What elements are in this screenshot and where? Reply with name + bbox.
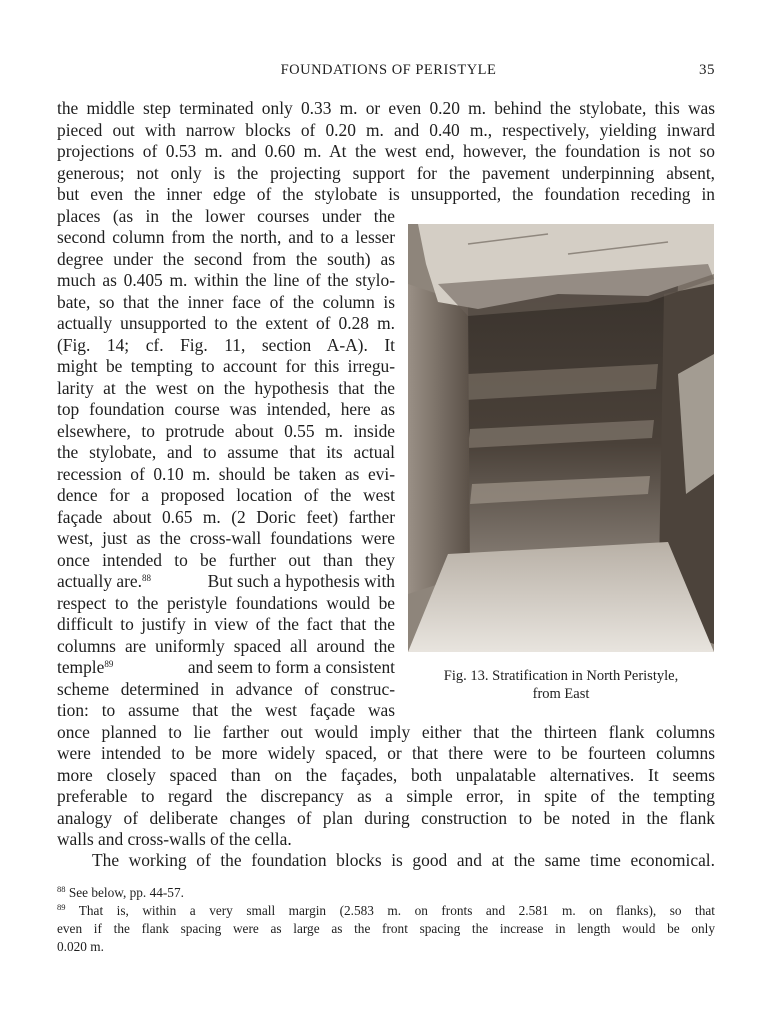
body-line: dence for a proposed location of the west [57, 485, 395, 505]
body-line: The working of the foundation blocks is good and at the same time economical. [92, 850, 715, 870]
footnote-text: That is, within a very small margin (2.583 m. on fronts and 2.581 m. on flanks), so that [78, 903, 715, 918]
body-line: more closely spaced than on the façades, both unpalatable alternatives. It seems [57, 765, 715, 785]
figure-caption: Fig. 13. Stratification in North Peristyle, [443, 668, 679, 684]
footnote-mark: 88 [57, 884, 66, 894]
body-line: (Fig. 14; cf. Fig. 11, section A-A). It [57, 335, 395, 355]
body-fragment: actually are.$^{88}$ [57, 571, 151, 591]
body-line: larity at the west on the hypothesis that the [57, 378, 395, 398]
footnote-ref[interactable]: 89 [104, 659, 114, 669]
footnote [57, 902, 715, 920]
body-line: tion: to assume that the west façade was [57, 700, 395, 720]
body-line: difficult to justify in view of the fact that the [57, 614, 395, 634]
body-line: once planned to lie farther out would imply either that the thirteen flank columns [57, 722, 715, 742]
body-line: pieced out with narrow blocks of 0.20 m. and 0.40 m., respectively, yielding inward [57, 120, 715, 140]
body-line: analogy of deliberate changes of plan during construction to be noted in the flank [57, 808, 715, 828]
body-line: were intended to be more widely spaced, or that there were to be fourteen columns [57, 743, 715, 763]
body-line-with-note [57, 571, 395, 592]
body-fragment: temple$^{89}$ [57, 657, 114, 677]
body-line: respect to the peristyle foundations would be [57, 593, 395, 613]
running-title: FOUNDATIONS OF PERISTYLE [280, 62, 497, 78]
body-line: the middle step terminated only 0.33 m. or even 0.20 m. behind the stylobate, this was [57, 98, 715, 118]
body-line: elsewhere, to protrude about 0.55 m. inside [57, 421, 395, 441]
body-fragment: But such a hypothesis with [207, 571, 395, 591]
body-line: scheme determined in advance of construc- [57, 679, 395, 699]
footnote [57, 884, 715, 902]
body-line: second column from the north, and to a lesser [57, 227, 395, 247]
body-line-with-note [57, 657, 395, 678]
body-line: bate, so that the inner face of the column is [57, 292, 395, 312]
body-fragment: and seem to form a consistent [187, 657, 395, 677]
footnote-text: See below, pp. 44-57. [68, 885, 184, 900]
body-line: columns are uniformly spaced all around the [57, 636, 395, 656]
figure-photograph [408, 224, 714, 652]
body-line: projections of 0.53 m. and 0.60 m. At the west end, however, the foundation is not so [57, 141, 715, 161]
body-line: but even the inner edge of the stylobate is unsupported, the foundation receding in [57, 184, 715, 204]
body-line: degree under the second from the south) as [57, 249, 395, 269]
body-line: façade about 0.65 m. (2 Doric feet) farther [57, 507, 395, 527]
footnote-continuation [57, 920, 715, 938]
footnote-ref[interactable]: 88 [141, 573, 151, 583]
footnote-mark: 89 [57, 902, 66, 912]
running-head [0, 62, 777, 84]
body-line: the stylobate, and to assume that its actual [57, 442, 395, 462]
body-line: once intended to be further out than they [57, 550, 395, 570]
body-line: walls and cross-walls of the cella. [57, 829, 292, 849]
figure-caption: from East [532, 686, 590, 702]
body-line: much as 0.405 m. within the line of the stylo- [57, 270, 395, 290]
body-line: top foundation course was intended, here as [57, 399, 395, 419]
body-line: might be tempting to account for this irregu- [57, 356, 395, 376]
footnote-continuation [57, 938, 715, 956]
excavation-photo-illustration [408, 224, 714, 652]
body-line: generous; not only is the projecting support for the pavement underpinning absent, [57, 163, 715, 183]
body-line: west, just as the cross-wall foundations were [57, 528, 395, 548]
footnote-text: 0.020 m. [57, 939, 104, 954]
body-line: actually unsupported to the extent of 0.28 m. [57, 313, 395, 333]
page-number: 35 [699, 62, 715, 78]
body-line: places (as in the lower courses under the [57, 206, 395, 226]
footnote-text: even if the flank spacing were as large as the front spacing the increase in length would be only [57, 921, 715, 936]
body-line: preferable to regard the discrepancy as a simple error, in spite of the tempting [57, 786, 715, 806]
body-line: recession of 0.10 m. should be taken as evi- [57, 464, 395, 484]
